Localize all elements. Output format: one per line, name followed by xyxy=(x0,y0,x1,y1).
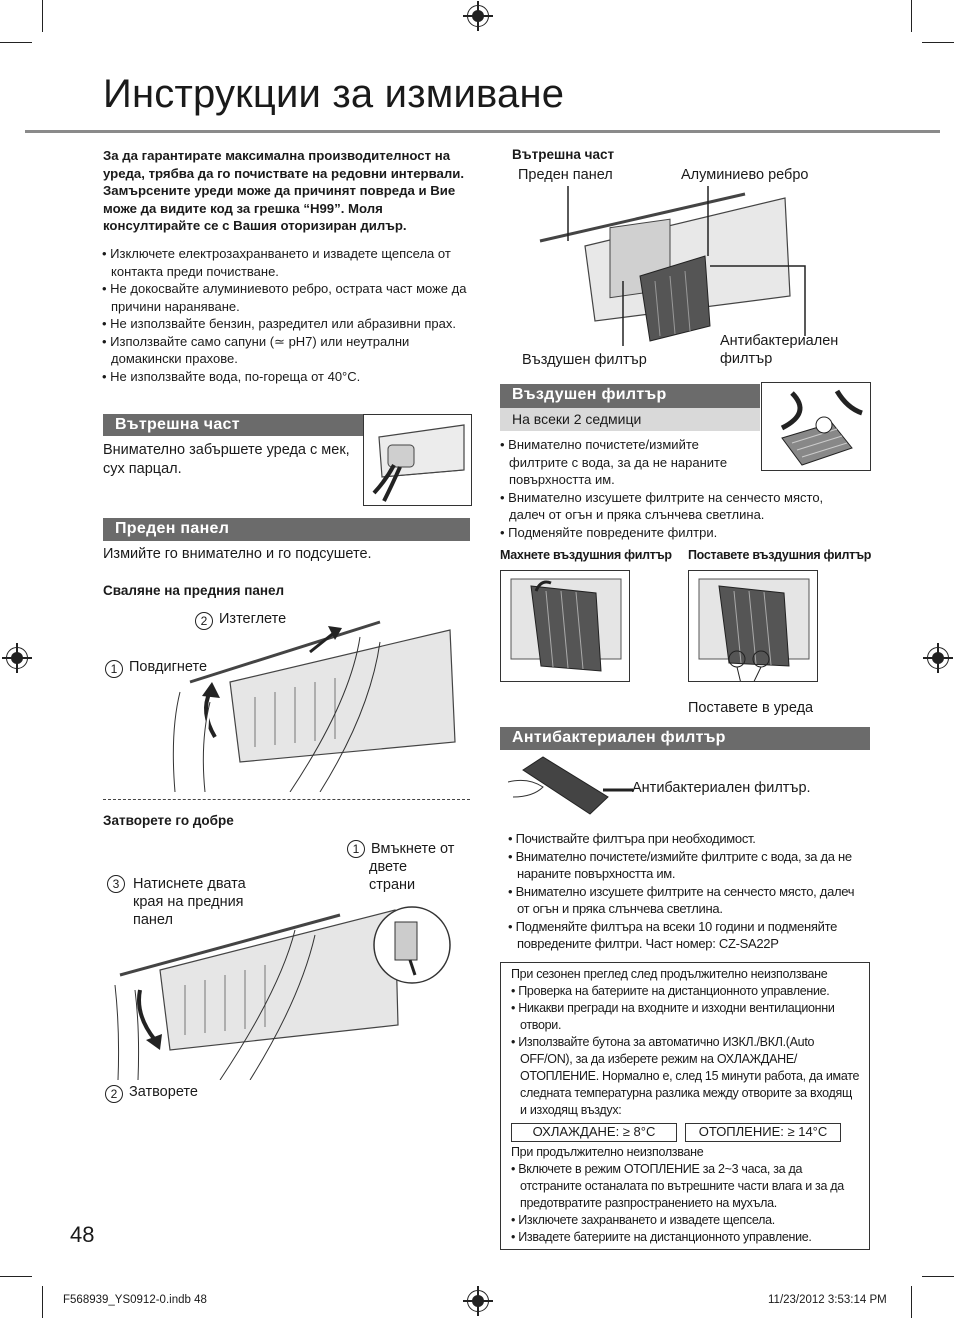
step-pull: 2 Изтеглете xyxy=(195,610,286,630)
step-press: 3 Натиснете двата края на предния панел xyxy=(107,875,277,929)
antibacterial-item: • Внимателно почистете/измийте филтрите с вода, за да не нараните повърхността им. xyxy=(508,848,852,881)
seasonal-content xyxy=(511,966,861,1119)
antibacterial-filter-callout: Антибактериален филтър xyxy=(720,333,839,367)
antibacterial-item: • Почиствайте филтъра при необходимост. xyxy=(508,831,756,846)
remove-filter-caption: Махнете въздушния филтър xyxy=(500,548,672,562)
seasonal-item: • Проверка на батериите на дистанционното управление. xyxy=(511,984,830,998)
air-filter-heading: Въздушен филтър xyxy=(500,384,760,408)
antibacterial-heading: Антибактериален филтър xyxy=(500,727,870,750)
long-unused-item: • Изключете захранването и извадете щепсела. xyxy=(511,1213,775,1227)
seasonal-item: • Използвайте бутона за автоматично ИЗКЛ./ВКЛ.(Auto OFF/ON), за да изберете режим на ОХЛАЖДАНЕ/ОТОПЛЕНИЕ. Нормално е, след 15 минути работа, да имате следната температурна разлика между отворите за входящ и изходящ въздух: xyxy=(511,1035,860,1117)
close-panel-title: Затворете го добре xyxy=(103,813,234,828)
antibacterial-item: • Подменяйте филтъра на всеки 10 години и подменяйте повредените филтри. Част номер: CZ-SA22P xyxy=(508,918,838,951)
indoor-unit-diagram xyxy=(515,186,875,356)
registration-mark-icon xyxy=(467,1290,489,1312)
long-unused-title: При продължително неизползване xyxy=(511,1145,704,1159)
precaution-item: • Изключете електрозахранването и извадете щепсела от контакта преди почистване. xyxy=(102,246,451,279)
registration-mark-icon xyxy=(927,647,949,669)
antibacterial-callout: Антибактериален филтър. xyxy=(632,780,811,796)
seasonal-item: • Никакви прегради на входните и изходни вентилационни отвори. xyxy=(511,1001,835,1032)
front-panel-heading: Преден панел xyxy=(103,518,470,541)
front-panel-callout: Преден панел xyxy=(518,167,613,183)
indoor-text: Внимателно забършете уреда с мек, сух парцал. xyxy=(103,442,350,477)
step-close: 2 Затворете xyxy=(105,1083,198,1103)
intro-text: За да гарантирате максимална производителност на уреда, трябва да го почиствате на редовни интервали. Замърсените уреди може да причинят повреда и Вие може да видите код за грешка “H99”. Моля консултирайте се с Вашия оторизиран дилър. xyxy=(103,148,465,233)
air-filter-item: • Подменяйте повредените филтри. xyxy=(500,524,718,540)
heating-threshold: ОТОПЛЕНИЕ: ≥ 14°C xyxy=(685,1123,841,1142)
remove-filter-illustration xyxy=(500,570,630,682)
long-unused-item: • Извадете батериите на дистанционното управление. xyxy=(511,1230,812,1244)
air-filter-list xyxy=(500,436,840,541)
remove-panel-illustration xyxy=(150,612,470,792)
footer-file: F568939_YS0912-0.indb 48 xyxy=(63,1294,207,1306)
long-unused-content xyxy=(511,1144,861,1246)
section-divider xyxy=(103,799,470,800)
seasonal-title: При сезонен преглед след продължително неизползване xyxy=(511,967,828,981)
step-lift: 1 Повдигнете xyxy=(105,658,207,678)
cooling-threshold: ОХЛАЖДАНЕ: ≥ 8°C xyxy=(511,1123,677,1142)
insert-filter-caption: Поставете въздушния филтър xyxy=(688,548,872,562)
precaution-item: • Използвайте само сапуни (≃ pH7) или неутрални домакински прахове. xyxy=(102,333,410,366)
precaution-item: • Не използвайте бензин, разредител или абразивни прах. xyxy=(102,316,456,331)
precaution-list xyxy=(102,245,474,385)
diagram-title: Вътрешна част xyxy=(512,147,615,162)
precaution-item: • Не докосвайте алуминиевото ребро, острата част може да причини нараняване. xyxy=(102,281,467,314)
registration-mark-icon xyxy=(467,5,489,27)
insert-note: Поставете в уреда xyxy=(688,700,814,716)
air-filter-frequency: На всеки 2 седмици xyxy=(500,408,760,431)
footer-date: 11/23/2012 3:53:14 PM xyxy=(768,1294,887,1306)
aluminium-fin-callout: Алуминиево ребро xyxy=(681,167,809,183)
title-rule xyxy=(25,130,940,133)
air-filter-item: • Внимателно изсушете филтрите на сенчесто място, далеч от огън и пряка слънчева светлина. xyxy=(500,489,824,522)
air-filter-callout: Въздушен филтър xyxy=(522,352,647,368)
long-unused-item: • Включете в режим ОТОПЛЕНИЕ за 2~3 часа, за да отстраните останалата по вътрешните части влага и за да предотвратите разпространението на мухъла. xyxy=(511,1162,844,1210)
step-insert: 1 Вмъкнете от двете страни xyxy=(347,840,457,894)
wipe-unit-illustration xyxy=(363,414,472,506)
registration-mark-icon xyxy=(6,647,28,669)
antibacterial-list xyxy=(508,830,863,953)
remove-front-panel-title: Сваляне на предния панел xyxy=(103,583,285,598)
front-panel-text: Измийте го внимателно и го подсушете. xyxy=(103,546,372,562)
antibacterial-filter-illustration xyxy=(508,752,638,822)
antibacterial-item: • Внимателно изсушете филтрите на сенчесто място, далеч от огън и пряка слънчева светлина. xyxy=(508,883,855,916)
air-filter-item: • Внимателно почистете/измийте филтрите с вода, за да не нараните повърхността им. xyxy=(500,437,728,487)
page-title: Инструкции за измиване xyxy=(103,72,565,116)
indoor-heading: Вътрешна част xyxy=(103,414,363,436)
precaution-item: • Не използвайте вода, по-гореща от 40°C. xyxy=(102,368,361,384)
close-panel-illustration xyxy=(110,890,455,1080)
page-number: 48 xyxy=(70,1222,95,1247)
insert-filter-illustration xyxy=(688,570,818,682)
